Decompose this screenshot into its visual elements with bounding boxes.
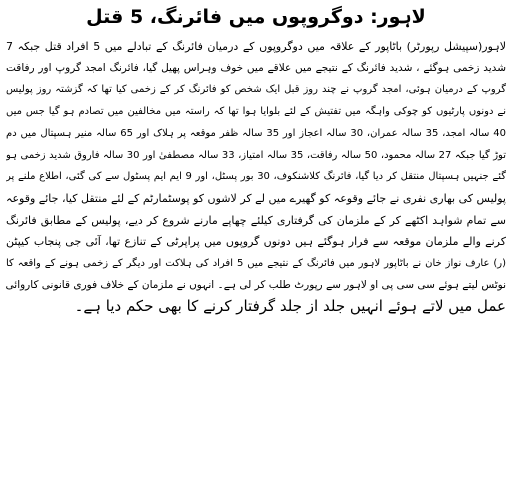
article-line: شدید زخمی ہوگئے ، شدید فائرنگ کے نتیجے میں علاقے میں خوف وہراس پھیل گیا، فائرنگ امجد گروپ اور رفاقت (6, 61, 506, 74)
article-line: کرنے والے ملزمان موقعہ سے فرار ہوگئے ہیں دونوں گروپوں میں پراپرٹی کے تنازع تھا، آئی جی پنجاب کیپٹن (6, 235, 506, 249)
article-line: گروپ کے درمیان ہوئی، امجد گروپ نے چند روز قبل ایک شخص کو فائرنگ کر کے زخمی کیا تھا کہ گزشتہ روز پولیس (6, 84, 506, 96)
article-body (6, 36, 506, 318)
article-line: 40 سالہ امجد، 35 سالہ عمران، 30 سالہ اعجاز اور 35 سالہ ظفر موقعہ پر ہلاک اور 65 سالہ منیر ہسپتال میں دم (6, 127, 506, 139)
article-line: لاہور(سپیشل رپورٹر) باٹاپور کے علاقہ میں دوگروپوں کے درمیان فائرنگ کے تبادلے میں 5 افراد قتل جبکہ 7 (6, 40, 506, 53)
article-line: نے دونوں پارٹیوں کو چوکی واہگہ میں تفتیش کے لئے بلوایا ہوا تھا کہ راستہ میں مخالفین میں تصادم ہو گیا جس میں (6, 106, 506, 118)
article-line: گئے جنہیں ہسپتال منتقل کر دیا گیا، فائرنگ کلاشنکوف، 30 بور پسٹل، اور 9 ایم ایم پسٹول سے کی گئی، اطلاع ملنے پر (6, 171, 506, 183)
article-line: (ر) عارف نواز خان نے باٹاپور لاہور میں فائرنگ کے نتیجے میں 5 افراد کی ہلاکت اور دیگر کے زخمی ہونے کے واقعہ کا (6, 258, 506, 270)
article-line: پولیس کی بھاری نفری نے جائے وقوعہ کو گھیرے میں لے کر لاشوں کو پوسٹمارٹم کے لئے منتقل کیا، جائے وقوعہ (6, 191, 506, 205)
article-line: سے تمام شواہد اکٹھے کر کے ملزمان کی گرفتاری کیلئے چھاپے مارنے شروع کر دیے، پولیس کے مطابق فائرنگ (6, 213, 506, 227)
article-line: توڑ گیا جبکہ 27 سالہ محمود، 50 سالہ رفاقت، 35 سالہ امتیاز، 33 سالہ مصطفیٰ اور 30 سالہ فاروق شدید زخمی ہو (6, 149, 506, 161)
article-line: عمل میں لاتے ہوئے انہیں جلد از جلد گرفتار کرنے کا بھی حکم دیا ہے۔ (74, 297, 506, 316)
article-headline: لاہور: دوگروپوں میں فائرنگ، 5 قتل (86, 6, 426, 28)
article-line: نوٹس لیتے ہوئے سی سی پی او لاہور سے رپورٹ طلب کر لی ہے۔ انہوں نے ملزمان کے خلاف فوری قانونی کاروائی (6, 278, 506, 291)
